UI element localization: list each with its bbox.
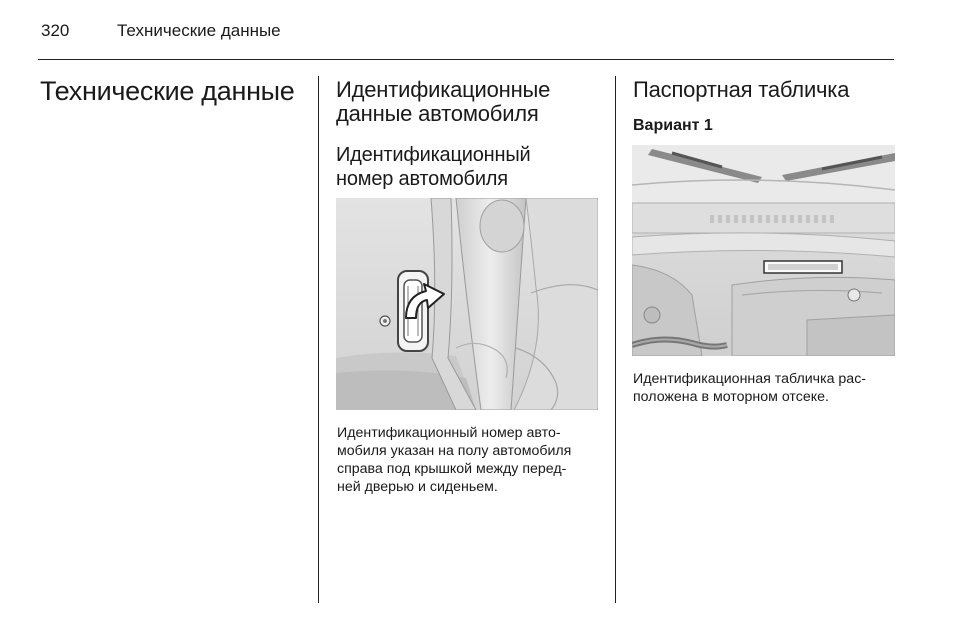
caption-line: ней дверью и сиденьем. bbox=[337, 479, 498, 495]
subsection-title-line: номер автомобиля bbox=[336, 168, 508, 190]
section-title-line: данные автомобиля bbox=[336, 101, 539, 126]
caption-line: мобиля указан на полу автомобиля bbox=[337, 443, 572, 459]
section-title-line: Идентификационные bbox=[336, 77, 551, 102]
vin-location-illustration bbox=[336, 198, 598, 410]
subsection-title-line: Идентификационный bbox=[336, 144, 531, 166]
caption-line: справа под крышкой между перед- bbox=[337, 461, 567, 477]
variant-title: Вариант 1 bbox=[633, 117, 713, 134]
vin-caption bbox=[337, 424, 599, 496]
engine-compartment-illustration bbox=[632, 145, 895, 356]
section-title-identification-plate: Паспортная табличка bbox=[633, 77, 850, 102]
column-divider-2 bbox=[615, 76, 616, 603]
column-divider-1 bbox=[318, 76, 319, 603]
running-head: Технические данные bbox=[117, 21, 281, 40]
page-number: 320 bbox=[41, 21, 70, 40]
identification-plate-caption bbox=[633, 370, 897, 406]
header-divider bbox=[38, 59, 894, 60]
caption-line: Идентификационный номер авто- bbox=[337, 425, 561, 441]
section-title-vehicle-identification bbox=[336, 78, 606, 126]
vin-location-figure bbox=[336, 198, 598, 410]
caption-line: положена в моторном отсеке. bbox=[633, 389, 829, 405]
identification-plate-figure bbox=[632, 145, 895, 356]
subsection-title-vin bbox=[336, 143, 606, 191]
chapter-title: Технические данные bbox=[40, 76, 295, 106]
caption-line: Идентификационная табличка рас- bbox=[633, 371, 867, 387]
